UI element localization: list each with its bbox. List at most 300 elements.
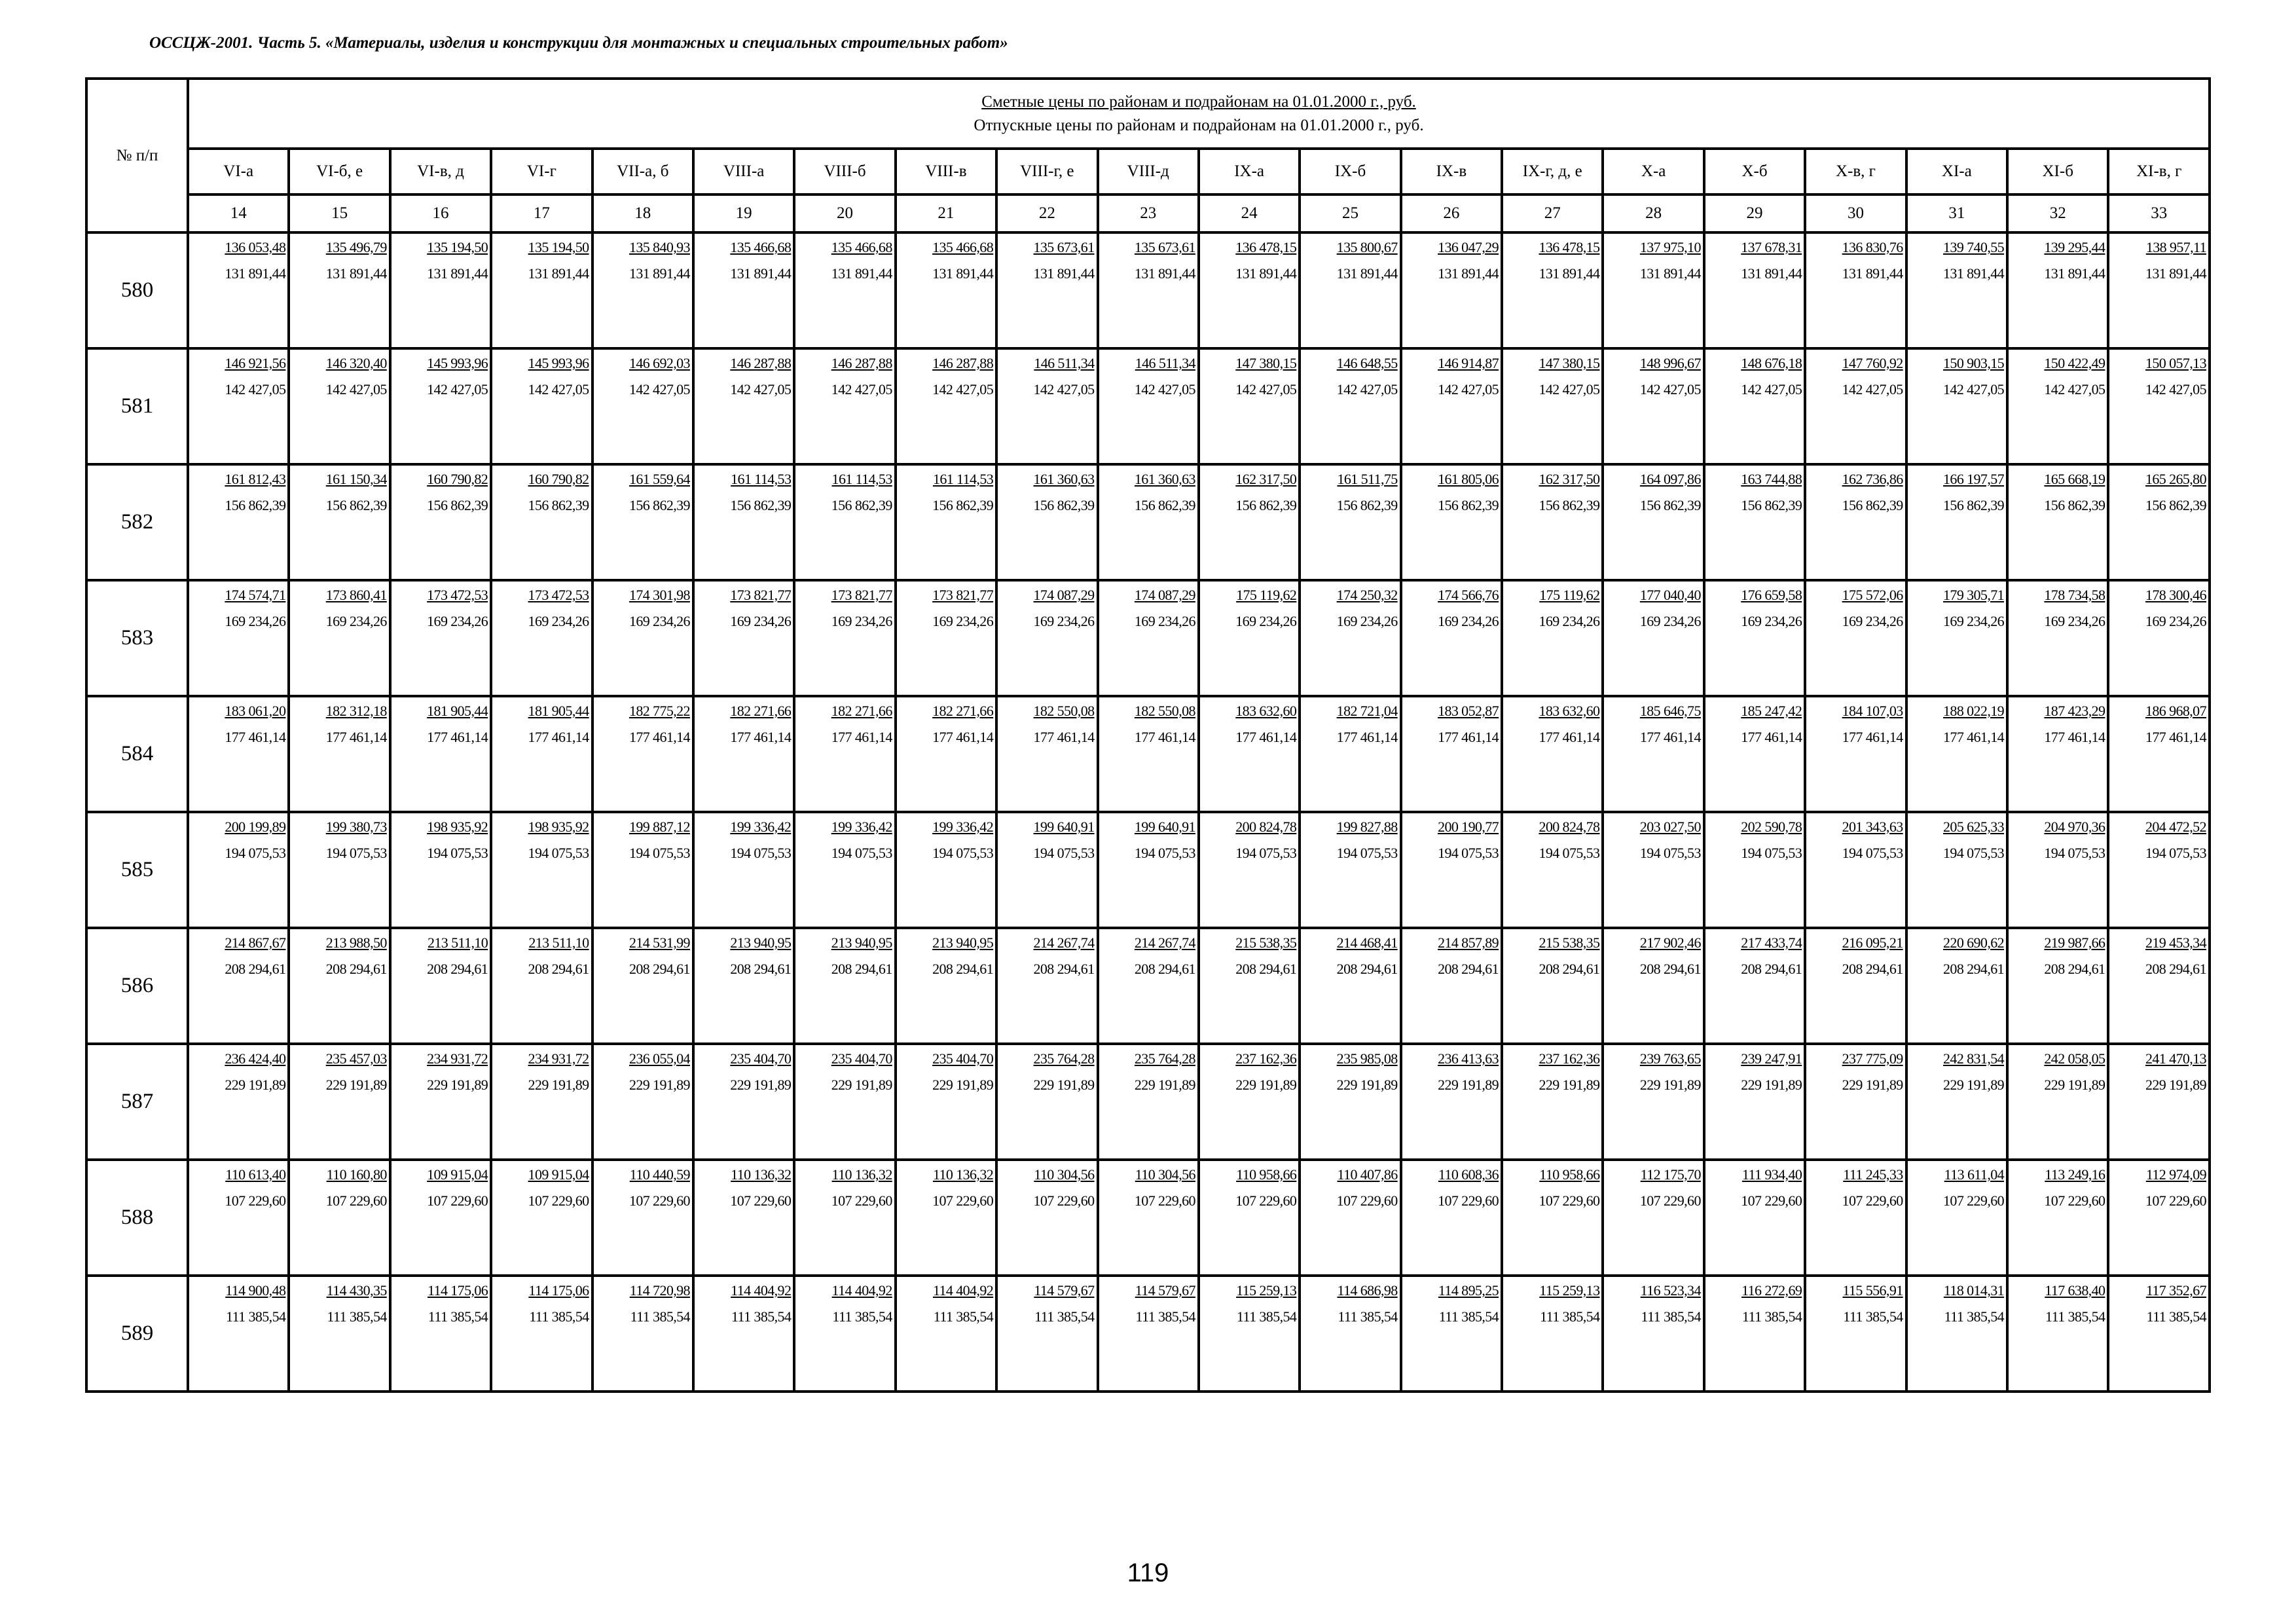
table-row xyxy=(86,348,2210,464)
column-number: 29 xyxy=(1704,194,1805,232)
estimate-price: 110 136,32 xyxy=(932,1166,994,1183)
release-price: 107 229,60 xyxy=(1943,1192,2005,1209)
price-cell xyxy=(996,812,1097,928)
region-header: VIII-д xyxy=(1098,149,1199,194)
estimate-price: 174 087,29 xyxy=(1134,587,1195,603)
estimate-price: 112 974,09 xyxy=(2145,1166,2206,1183)
estimate-price: 115 259,13 xyxy=(1236,1282,1297,1299)
estimate-price: 237 162,36 xyxy=(1539,1050,1600,1067)
release-price: 142 427,05 xyxy=(730,381,792,397)
price-cell xyxy=(1401,812,1502,928)
estimate-price: 213 940,95 xyxy=(730,934,792,951)
release-price: 208 294,61 xyxy=(1639,961,1701,977)
release-price: 107 229,60 xyxy=(528,1192,589,1209)
release-price: 107 229,60 xyxy=(1134,1192,1195,1209)
table-row xyxy=(86,812,2210,928)
estimate-price: 215 538,35 xyxy=(1539,934,1600,951)
estimate-price: 213 940,95 xyxy=(932,934,994,951)
estimate-price: 146 287,88 xyxy=(730,355,792,371)
estimate-price: 236 413,63 xyxy=(1438,1050,1499,1067)
price-cell xyxy=(1300,232,1400,348)
release-price: 177 461,14 xyxy=(1639,729,1701,745)
price-cell xyxy=(188,348,289,464)
estimate-price: 136 478,15 xyxy=(1539,239,1600,255)
price-cell xyxy=(491,580,592,696)
release-price: 229 191,89 xyxy=(1842,1077,1903,1093)
release-price: 142 427,05 xyxy=(2145,381,2206,397)
price-cell xyxy=(1906,464,2007,580)
release-price: 169 234,26 xyxy=(1539,613,1600,629)
estimate-price: 175 119,62 xyxy=(1539,587,1600,603)
estimate-price: 150 422,49 xyxy=(2044,355,2105,371)
price-cell xyxy=(188,928,289,1044)
region-header: X-б xyxy=(1704,149,1805,194)
release-price: 111 385,54 xyxy=(1843,1308,1903,1325)
price-cell xyxy=(896,1044,996,1160)
price-cell xyxy=(996,232,1097,348)
estimate-price: 135 840,93 xyxy=(629,239,690,255)
estimate-price: 214 267,74 xyxy=(1134,934,1195,951)
estimate-price: 110 136,32 xyxy=(731,1166,792,1183)
release-price: 111 385,54 xyxy=(832,1308,892,1325)
estimate-price: 182 271,66 xyxy=(730,703,792,719)
release-price: 169 234,26 xyxy=(1639,613,1701,629)
estimate-price: 175 119,62 xyxy=(1236,587,1297,603)
release-price: 156 862,39 xyxy=(1235,497,1297,513)
estimate-price: 182 271,66 xyxy=(831,703,892,719)
release-price: 229 191,89 xyxy=(427,1077,488,1093)
estimate-price: 114 404,92 xyxy=(831,1282,892,1299)
price-cell xyxy=(390,1160,491,1276)
region-header: VII-а, б xyxy=(592,149,693,194)
region-header: IX-а xyxy=(1199,149,1300,194)
estimate-price: 199 336,42 xyxy=(730,819,792,835)
price-cell xyxy=(1502,348,1603,464)
release-price: 156 862,39 xyxy=(1842,497,1903,513)
estimate-price: 182 550,08 xyxy=(1134,703,1195,719)
estimate-price: 162 317,50 xyxy=(1539,471,1600,487)
table-header-row xyxy=(86,79,2210,149)
price-cell xyxy=(1704,812,1805,928)
release-price: 107 229,60 xyxy=(1336,1192,1398,1209)
estimate-price: 174 250,32 xyxy=(1336,587,1398,603)
estimate-price: 137 975,10 xyxy=(1639,239,1701,255)
estimate-price: 110 304,56 xyxy=(1034,1166,1095,1183)
price-cell xyxy=(491,348,592,464)
release-price: 111 385,54 xyxy=(529,1308,589,1325)
release-price: 208 294,61 xyxy=(528,961,589,977)
release-price: 131 891,44 xyxy=(528,265,589,282)
price-cell xyxy=(2108,928,2210,1044)
estimate-price: 198 935,92 xyxy=(427,819,488,835)
release-price: 111 385,54 xyxy=(731,1308,792,1325)
price-cell xyxy=(592,812,693,928)
release-price: 107 229,60 xyxy=(1842,1192,1903,1209)
estimate-price: 110 613,40 xyxy=(225,1166,286,1183)
price-cell xyxy=(693,928,794,1044)
price-cell xyxy=(188,696,289,812)
price-cell xyxy=(1805,464,1906,580)
estimate-price: 199 887,12 xyxy=(629,819,690,835)
price-cell xyxy=(1199,232,1300,348)
price-cell xyxy=(390,928,491,1044)
estimate-price: 146 287,88 xyxy=(831,355,892,371)
release-price: 169 234,26 xyxy=(831,613,892,629)
price-cell xyxy=(188,1044,289,1160)
release-price: 177 461,14 xyxy=(528,729,589,745)
price-cell xyxy=(1401,1044,1502,1160)
estimate-price: 116 272,69 xyxy=(1741,1282,1802,1299)
release-price: 169 234,26 xyxy=(629,613,690,629)
price-cell xyxy=(1199,1160,1300,1276)
release-price: 131 891,44 xyxy=(1438,265,1499,282)
price-cell xyxy=(693,1276,794,1392)
price-cell xyxy=(2007,464,2108,580)
release-price: 169 234,26 xyxy=(1741,613,1802,629)
estimate-price: 135 466,68 xyxy=(831,239,892,255)
price-cell xyxy=(1502,928,1603,1044)
estimate-price: 163 744,88 xyxy=(1741,471,1802,487)
release-price: 131 891,44 xyxy=(1336,265,1398,282)
column-number: 26 xyxy=(1401,194,1502,232)
region-header: VIII-б xyxy=(794,149,895,194)
release-price: 208 294,61 xyxy=(1438,961,1499,977)
price-cell xyxy=(1300,1160,1400,1276)
estimate-price: 118 014,31 xyxy=(1943,1282,2005,1299)
estimate-price: 239 247,91 xyxy=(1741,1050,1802,1067)
estimate-price: 115 259,13 xyxy=(1539,1282,1600,1299)
release-price: 107 229,60 xyxy=(427,1192,488,1209)
price-cell xyxy=(996,1160,1097,1276)
release-price: 111 385,54 xyxy=(1741,1308,1802,1325)
price-cell xyxy=(996,464,1097,580)
release-price: 229 191,89 xyxy=(730,1077,792,1093)
estimate-price: 112 175,70 xyxy=(1640,1166,1701,1183)
price-cell xyxy=(1805,232,1906,348)
estimate-price: 213 511,10 xyxy=(528,934,589,951)
release-price: 156 862,39 xyxy=(1639,497,1701,513)
price-cell xyxy=(1401,464,1502,580)
price-cell xyxy=(2007,812,2108,928)
estimate-price: 115 556,91 xyxy=(1842,1282,1903,1299)
release-price: 208 294,61 xyxy=(325,961,387,977)
release-price: 156 862,39 xyxy=(427,497,488,513)
release-price: 107 229,60 xyxy=(1033,1192,1095,1209)
estimate-price: 235 404,70 xyxy=(831,1050,892,1067)
release-price: 208 294,61 xyxy=(1842,961,1903,977)
row-number: 581 xyxy=(86,348,188,464)
price-cell xyxy=(1805,580,1906,696)
release-price: 131 891,44 xyxy=(1033,265,1095,282)
price-cell xyxy=(794,1044,895,1160)
price-cell xyxy=(1502,580,1603,696)
release-price: 142 427,05 xyxy=(629,381,690,397)
estimate-price: 237 162,36 xyxy=(1235,1050,1297,1067)
estimate-price: 161 805,06 xyxy=(1438,471,1499,487)
release-price: 111 385,54 xyxy=(1338,1308,1398,1325)
price-cell xyxy=(1098,348,1199,464)
estimate-price: 173 821,77 xyxy=(932,587,994,603)
price-cell xyxy=(1805,348,1906,464)
estimate-price: 161 511,75 xyxy=(1337,471,1398,487)
release-price: 156 862,39 xyxy=(1539,497,1600,513)
release-price: 229 191,89 xyxy=(629,1077,690,1093)
estimate-price: 173 821,77 xyxy=(831,587,892,603)
estimate-price: 185 247,42 xyxy=(1741,703,1802,719)
price-cell xyxy=(1199,928,1300,1044)
estimate-price: 237 775,09 xyxy=(1842,1050,1903,1067)
table-row xyxy=(86,928,2210,1044)
price-cell xyxy=(1603,1276,1704,1392)
price-cell xyxy=(289,348,390,464)
price-cell xyxy=(491,696,592,812)
release-price: 169 234,26 xyxy=(528,613,589,629)
release-price: 142 427,05 xyxy=(225,381,286,397)
estimate-price: 199 640,91 xyxy=(1134,819,1195,835)
price-cell xyxy=(1805,928,1906,1044)
price-cell xyxy=(693,464,794,580)
release-price: 131 891,44 xyxy=(427,265,488,282)
price-cell xyxy=(1300,348,1400,464)
release-price: 131 891,44 xyxy=(1741,265,1802,282)
price-cell xyxy=(896,812,996,928)
estimate-price: 111 934,40 xyxy=(1741,1166,1802,1183)
estimate-price: 235 764,28 xyxy=(1134,1050,1195,1067)
price-cell xyxy=(2007,928,2108,1044)
release-price: 169 234,26 xyxy=(1336,613,1398,629)
column-number: 30 xyxy=(1805,194,1906,232)
region-header: VI-а xyxy=(188,149,289,194)
estimate-price: 113 611,04 xyxy=(1944,1166,2005,1183)
estimate-price: 110 407,86 xyxy=(1337,1166,1398,1183)
price-cell xyxy=(1704,464,1805,580)
estimate-price: 182 271,66 xyxy=(932,703,994,719)
region-header: XI-а xyxy=(1906,149,2007,194)
release-price: 156 862,39 xyxy=(1943,497,2005,513)
release-price: 229 191,89 xyxy=(1943,1077,2005,1093)
estimate-price: 165 265,80 xyxy=(2145,471,2206,487)
estimate-price: 110 160,80 xyxy=(326,1166,387,1183)
price-cell xyxy=(289,928,390,1044)
estimate-price: 135 466,68 xyxy=(730,239,792,255)
region-header: XI-б xyxy=(2007,149,2108,194)
price-cell xyxy=(1704,1160,1805,1276)
price-cell xyxy=(390,1044,491,1160)
release-price: 131 891,44 xyxy=(1943,265,2005,282)
region-header: X-а xyxy=(1603,149,1704,194)
estimate-price: 110 958,66 xyxy=(1236,1166,1297,1183)
price-cell xyxy=(188,1160,289,1276)
release-price: 131 891,44 xyxy=(1842,265,1903,282)
estimate-price: 235 985,08 xyxy=(1336,1050,1398,1067)
release-price: 156 862,39 xyxy=(1134,497,1195,513)
estimate-price: 114 175,06 xyxy=(427,1282,488,1299)
estimate-price: 146 511,34 xyxy=(1135,355,1195,371)
price-cell xyxy=(592,1160,693,1276)
estimate-price: 198 935,92 xyxy=(528,819,589,835)
release-price: 208 294,61 xyxy=(1741,961,1802,977)
release-price: 194 075,53 xyxy=(1943,845,2005,861)
release-price: 107 229,60 xyxy=(225,1192,286,1209)
estimate-price: 219 453,34 xyxy=(2145,934,2206,951)
price-cell xyxy=(1603,464,1704,580)
release-price: 177 461,14 xyxy=(1438,729,1499,745)
column-number: 22 xyxy=(996,194,1097,232)
release-price: 111 385,54 xyxy=(1540,1308,1600,1325)
price-cell xyxy=(289,1044,390,1160)
price-cell xyxy=(1401,696,1502,812)
estimate-price: 174 301,98 xyxy=(629,587,690,603)
price-cell xyxy=(491,928,592,1044)
column-number: 18 xyxy=(592,194,693,232)
price-cell xyxy=(491,1160,592,1276)
release-price: 229 191,89 xyxy=(932,1077,994,1093)
estimate-price: 175 572,06 xyxy=(1842,587,1903,603)
price-cell xyxy=(2108,1044,2210,1160)
estimate-price: 188 022,19 xyxy=(1943,703,2005,719)
release-price: 107 229,60 xyxy=(2145,1192,2206,1209)
price-cell xyxy=(693,580,794,696)
table-row xyxy=(86,1160,2210,1276)
release-price: 194 075,53 xyxy=(1539,845,1600,861)
release-price: 142 427,05 xyxy=(1539,381,1600,397)
release-price: 156 862,39 xyxy=(1336,497,1398,513)
estimate-price: 110 958,66 xyxy=(1539,1166,1600,1183)
estimate-price: 139 740,55 xyxy=(1943,239,2005,255)
price-cell xyxy=(1603,812,1704,928)
release-price: 111 385,54 xyxy=(327,1308,387,1325)
price-cell xyxy=(996,928,1097,1044)
release-price: 107 229,60 xyxy=(730,1192,792,1209)
release-price: 194 075,53 xyxy=(528,845,589,861)
release-price: 169 234,26 xyxy=(932,613,994,629)
price-cell xyxy=(289,464,390,580)
estimate-price: 114 175,06 xyxy=(528,1282,589,1299)
estimate-price: 146 921,56 xyxy=(225,355,286,371)
estimate-price: 147 760,92 xyxy=(1842,355,1903,371)
release-price: 177 461,14 xyxy=(1842,729,1903,745)
price-cell xyxy=(1199,696,1300,812)
price-cell xyxy=(896,1160,996,1276)
price-cell xyxy=(896,928,996,1044)
estimate-price: 117 638,40 xyxy=(2045,1282,2105,1299)
price-cell xyxy=(1906,812,2007,928)
table-row xyxy=(86,464,2210,580)
release-price: 208 294,61 xyxy=(831,961,892,977)
price-cell xyxy=(1502,464,1603,580)
price-cell xyxy=(896,348,996,464)
price-cell xyxy=(693,812,794,928)
estimate-price: 235 404,70 xyxy=(932,1050,994,1067)
estimate-price: 136 478,15 xyxy=(1235,239,1297,255)
release-price: 229 191,89 xyxy=(1539,1077,1600,1093)
price-cell xyxy=(896,1276,996,1392)
estimate-price: 146 511,34 xyxy=(1034,355,1095,371)
release-price: 111 385,54 xyxy=(428,1308,488,1325)
estimate-price: 136 053,48 xyxy=(225,239,286,255)
release-price: 111 385,54 xyxy=(1034,1308,1095,1325)
release-price: 169 234,26 xyxy=(2044,613,2105,629)
release-price: 229 191,89 xyxy=(1741,1077,1802,1093)
column-number: 33 xyxy=(2108,194,2210,232)
estimate-price: 234 931,72 xyxy=(427,1050,488,1067)
price-cell xyxy=(1805,1044,1906,1160)
release-price: 177 461,14 xyxy=(1336,729,1398,745)
price-cell xyxy=(1502,1044,1603,1160)
release-price: 156 862,39 xyxy=(528,497,589,513)
release-price: 131 891,44 xyxy=(831,265,892,282)
estimate-price: 199 336,42 xyxy=(831,819,892,835)
release-price: 177 461,14 xyxy=(2044,729,2105,745)
price-cell xyxy=(1603,1044,1704,1160)
estimate-price: 186 968,07 xyxy=(2145,703,2206,719)
price-cell xyxy=(2007,1160,2108,1276)
price-cell xyxy=(2007,348,2108,464)
estimate-price: 114 404,92 xyxy=(731,1282,792,1299)
price-cell xyxy=(1704,1276,1805,1392)
release-price: 194 075,53 xyxy=(1134,845,1195,861)
row-number: 582 xyxy=(86,464,188,580)
table-row xyxy=(86,1044,2210,1160)
document-header: ОССЦЖ-2001. Часть 5. «Материалы, изделия и конструкции для монтажных и специальных строительных работ» xyxy=(149,34,1008,52)
release-price: 229 191,89 xyxy=(325,1077,387,1093)
price-cell xyxy=(1199,464,1300,580)
price-cell xyxy=(1300,1044,1400,1160)
estimate-price: 146 287,88 xyxy=(932,355,994,371)
estimate-price: 135 194,50 xyxy=(427,239,488,255)
estimate-price: 217 433,74 xyxy=(1741,934,1802,951)
estimate-price: 111 245,33 xyxy=(1843,1166,1903,1183)
estimate-price: 150 057,13 xyxy=(2145,355,2206,371)
price-cell xyxy=(794,464,895,580)
price-cell xyxy=(592,580,693,696)
price-cell xyxy=(592,348,693,464)
release-price: 169 234,26 xyxy=(1943,613,2005,629)
estimate-price: 164 097,86 xyxy=(1639,471,1701,487)
estimate-price: 114 579,67 xyxy=(1135,1282,1195,1299)
release-price: 194 075,53 xyxy=(1639,845,1701,861)
estimate-price: 161 812,43 xyxy=(225,471,286,487)
price-cell xyxy=(289,232,390,348)
table-row xyxy=(86,696,2210,812)
price-cell xyxy=(693,232,794,348)
table-row xyxy=(86,232,2210,348)
price-cell xyxy=(1805,812,1906,928)
estimate-price: 150 903,15 xyxy=(1943,355,2005,371)
price-cell xyxy=(2007,232,2108,348)
price-cell xyxy=(491,812,592,928)
release-price: 177 461,14 xyxy=(1741,729,1802,745)
price-cell xyxy=(1199,812,1300,928)
estimate-price: 136 830,76 xyxy=(1842,239,1903,255)
release-price: 208 294,61 xyxy=(427,961,488,977)
estimate-price: 135 673,61 xyxy=(1134,239,1195,255)
release-price: 142 427,05 xyxy=(1438,381,1499,397)
estimate-price: 242 058,05 xyxy=(2044,1050,2105,1067)
price-cell xyxy=(592,928,693,1044)
release-price: 142 427,05 xyxy=(1336,381,1398,397)
estimate-price: 204 970,36 xyxy=(2044,819,2105,835)
table-row xyxy=(86,1276,2210,1392)
price-cell xyxy=(1906,928,2007,1044)
estimate-price: 160 790,82 xyxy=(528,471,589,487)
release-price: 194 075,53 xyxy=(325,845,387,861)
estimate-price: 182 775,22 xyxy=(629,703,690,719)
estimate-price: 165 668,19 xyxy=(2044,471,2105,487)
estimate-price: 178 734,58 xyxy=(2044,587,2105,603)
price-cell xyxy=(1098,812,1199,928)
release-price: 194 075,53 xyxy=(1741,845,1802,861)
